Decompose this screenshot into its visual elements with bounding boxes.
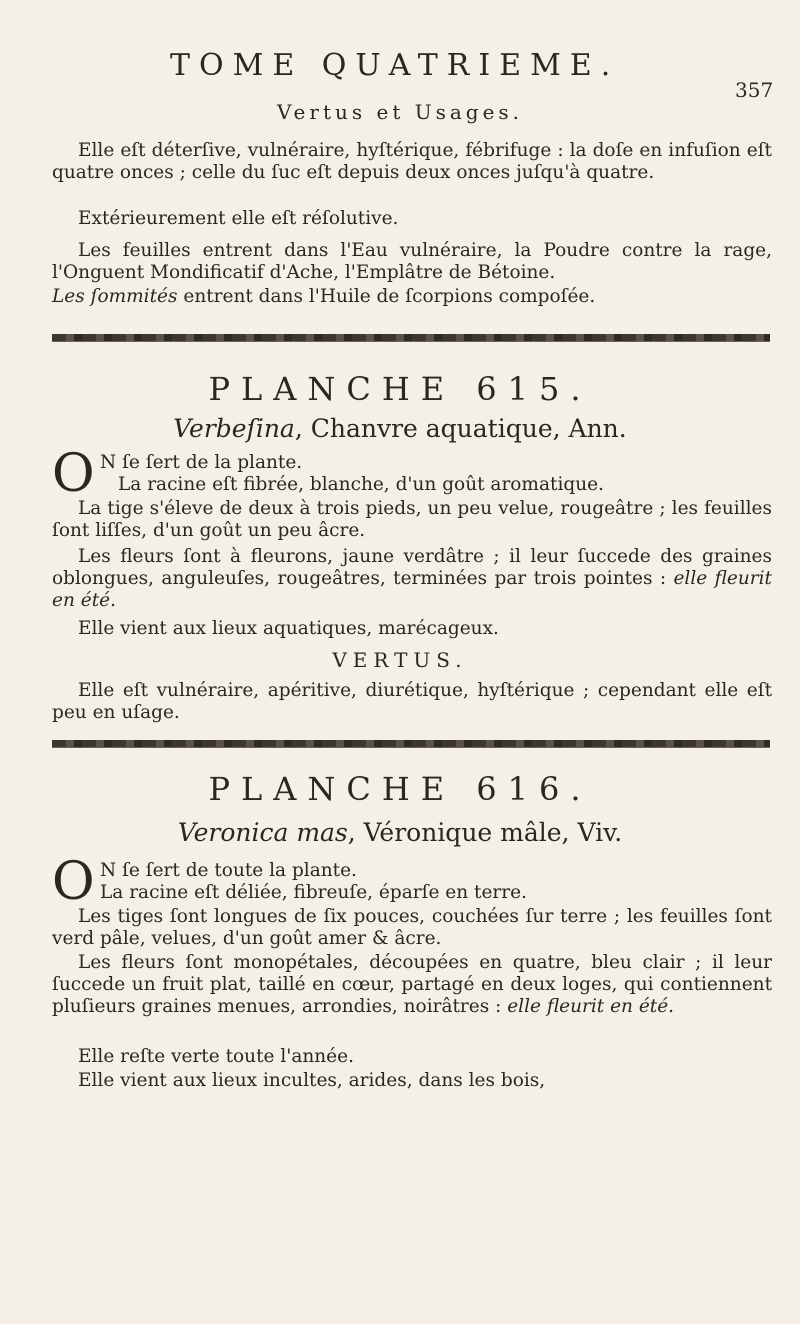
plate-616-title — [100, 818, 700, 847]
running-head-subtitle: Vertus et Usages. — [276, 100, 524, 124]
plate-616-opening — [52, 852, 772, 912]
plate-616-tail-2: Elle vient aux lieux incultes, arides, dans les bois, — [78, 1070, 546, 1091]
plate-616-tail-1: Elle reſte verte toute l'année. — [78, 1046, 354, 1067]
plate-615-line-2: La racine eſt fibrée, blanche, d'un goût aromatique. — [118, 474, 604, 495]
plate-615-flowering: elle fleurit en été. — [52, 568, 772, 611]
top-paragraph-2: Extérieurement elle eſt réſolutive. — [78, 208, 399, 229]
top-paragraph-3: Les feuilles entrent dans l'Eau vulnéraire, la Poudre contre la rage, l'Onguent Mondificatif d'Ache, l'Emplâtre de Bétoine. — [52, 240, 772, 283]
plate-615-heading: PLANCHE 615. — [208, 370, 592, 408]
top-last-rest: entrent dans l'Huile de ſcorpions compoſée. — [177, 286, 596, 307]
plate-615-latin-name: Verbeſina — [173, 414, 295, 443]
top-paragraph-1: Elle eſt déterſive, vulnéraire, hyſtérique, fébrifuge : la doſe en infuſion eſt quatre onces ; celle du ſuc eſt depuis deux onces juſqu'à quatre. — [52, 140, 772, 183]
plate-615-title — [100, 414, 700, 443]
section-rule-1 — [52, 334, 770, 342]
plate-615-common-name: , Chanvre aquatique, Ann. — [294, 414, 627, 443]
plate-615-flowers-paragraph — [52, 546, 772, 612]
plate-615-opening — [52, 444, 772, 504]
running-head-title: TOME QUATRIEME. — [170, 48, 620, 83]
plate-615-habitat: Elle vient aux lieux aquatiques, marécageux. — [78, 618, 499, 639]
plate-616-line-1: N ſe ſert de toute la plante. — [100, 860, 357, 881]
plate-616-latin-name: Veronica mas — [177, 818, 348, 847]
plate-615-dropcap: O — [52, 444, 95, 504]
plate-616-stems-paragraph: Les tiges ſont longues de ſix pouces, couchées ſur terre ; les feuilles ſont verd pâle, velues, d'un goût amer & âcre. — [52, 906, 772, 949]
plate-616-flowers-paragraph — [52, 952, 772, 1018]
plate-616-dropcap: O — [52, 852, 95, 912]
plate-615-stem-paragraph: La tige s'éleve de deux à trois pieds, un peu velue, rougeâtre ; les feuilles ſont liſſes, d'un goût un peu âcre. — [52, 498, 772, 541]
page-number: 357 — [735, 78, 774, 102]
plate-615-vertus-paragraph: Elle eſt vulnéraire, apéritive, diurétique, hyſtérique ; cependant elle eſt peu en uſage. — [52, 680, 772, 723]
plate-615-line-1: N ſe ſert de la plante. — [100, 452, 303, 473]
top-paragraph-4 — [52, 286, 772, 308]
plate-616-flowering: elle fleurit en été. — [507, 996, 675, 1017]
plate-616-common-name: , Véronique mâle, Viv. — [347, 818, 623, 847]
plate-616-heading: PLANCHE 616. — [208, 770, 592, 808]
plate-616-flowers-text: Les fleurs ſont monopétales, découpées en quatre, bleu clair ; il leur ſuccede un fruit plat, taillé en cœur, partagé en deux loges, qui contiennent pluſieurs graines menues, arrondies, noirâtres : — [52, 952, 772, 1017]
plate-615-vertus-label: VERTUS. — [332, 648, 468, 672]
section-rule-2 — [52, 740, 770, 748]
top-last-italic: Les ſommités — [52, 286, 178, 307]
plate-616-line-2: La racine eſt déliée, fibreuſe, éparſe en terre. — [100, 882, 527, 903]
plate-615-flowers-text: Les fleurs ſont à fleurons, jaune verdâtre ; il leur ſuccede des graines oblongues, anguleuſes, rougeâtres, terminées par trois pointes : — [52, 546, 772, 589]
